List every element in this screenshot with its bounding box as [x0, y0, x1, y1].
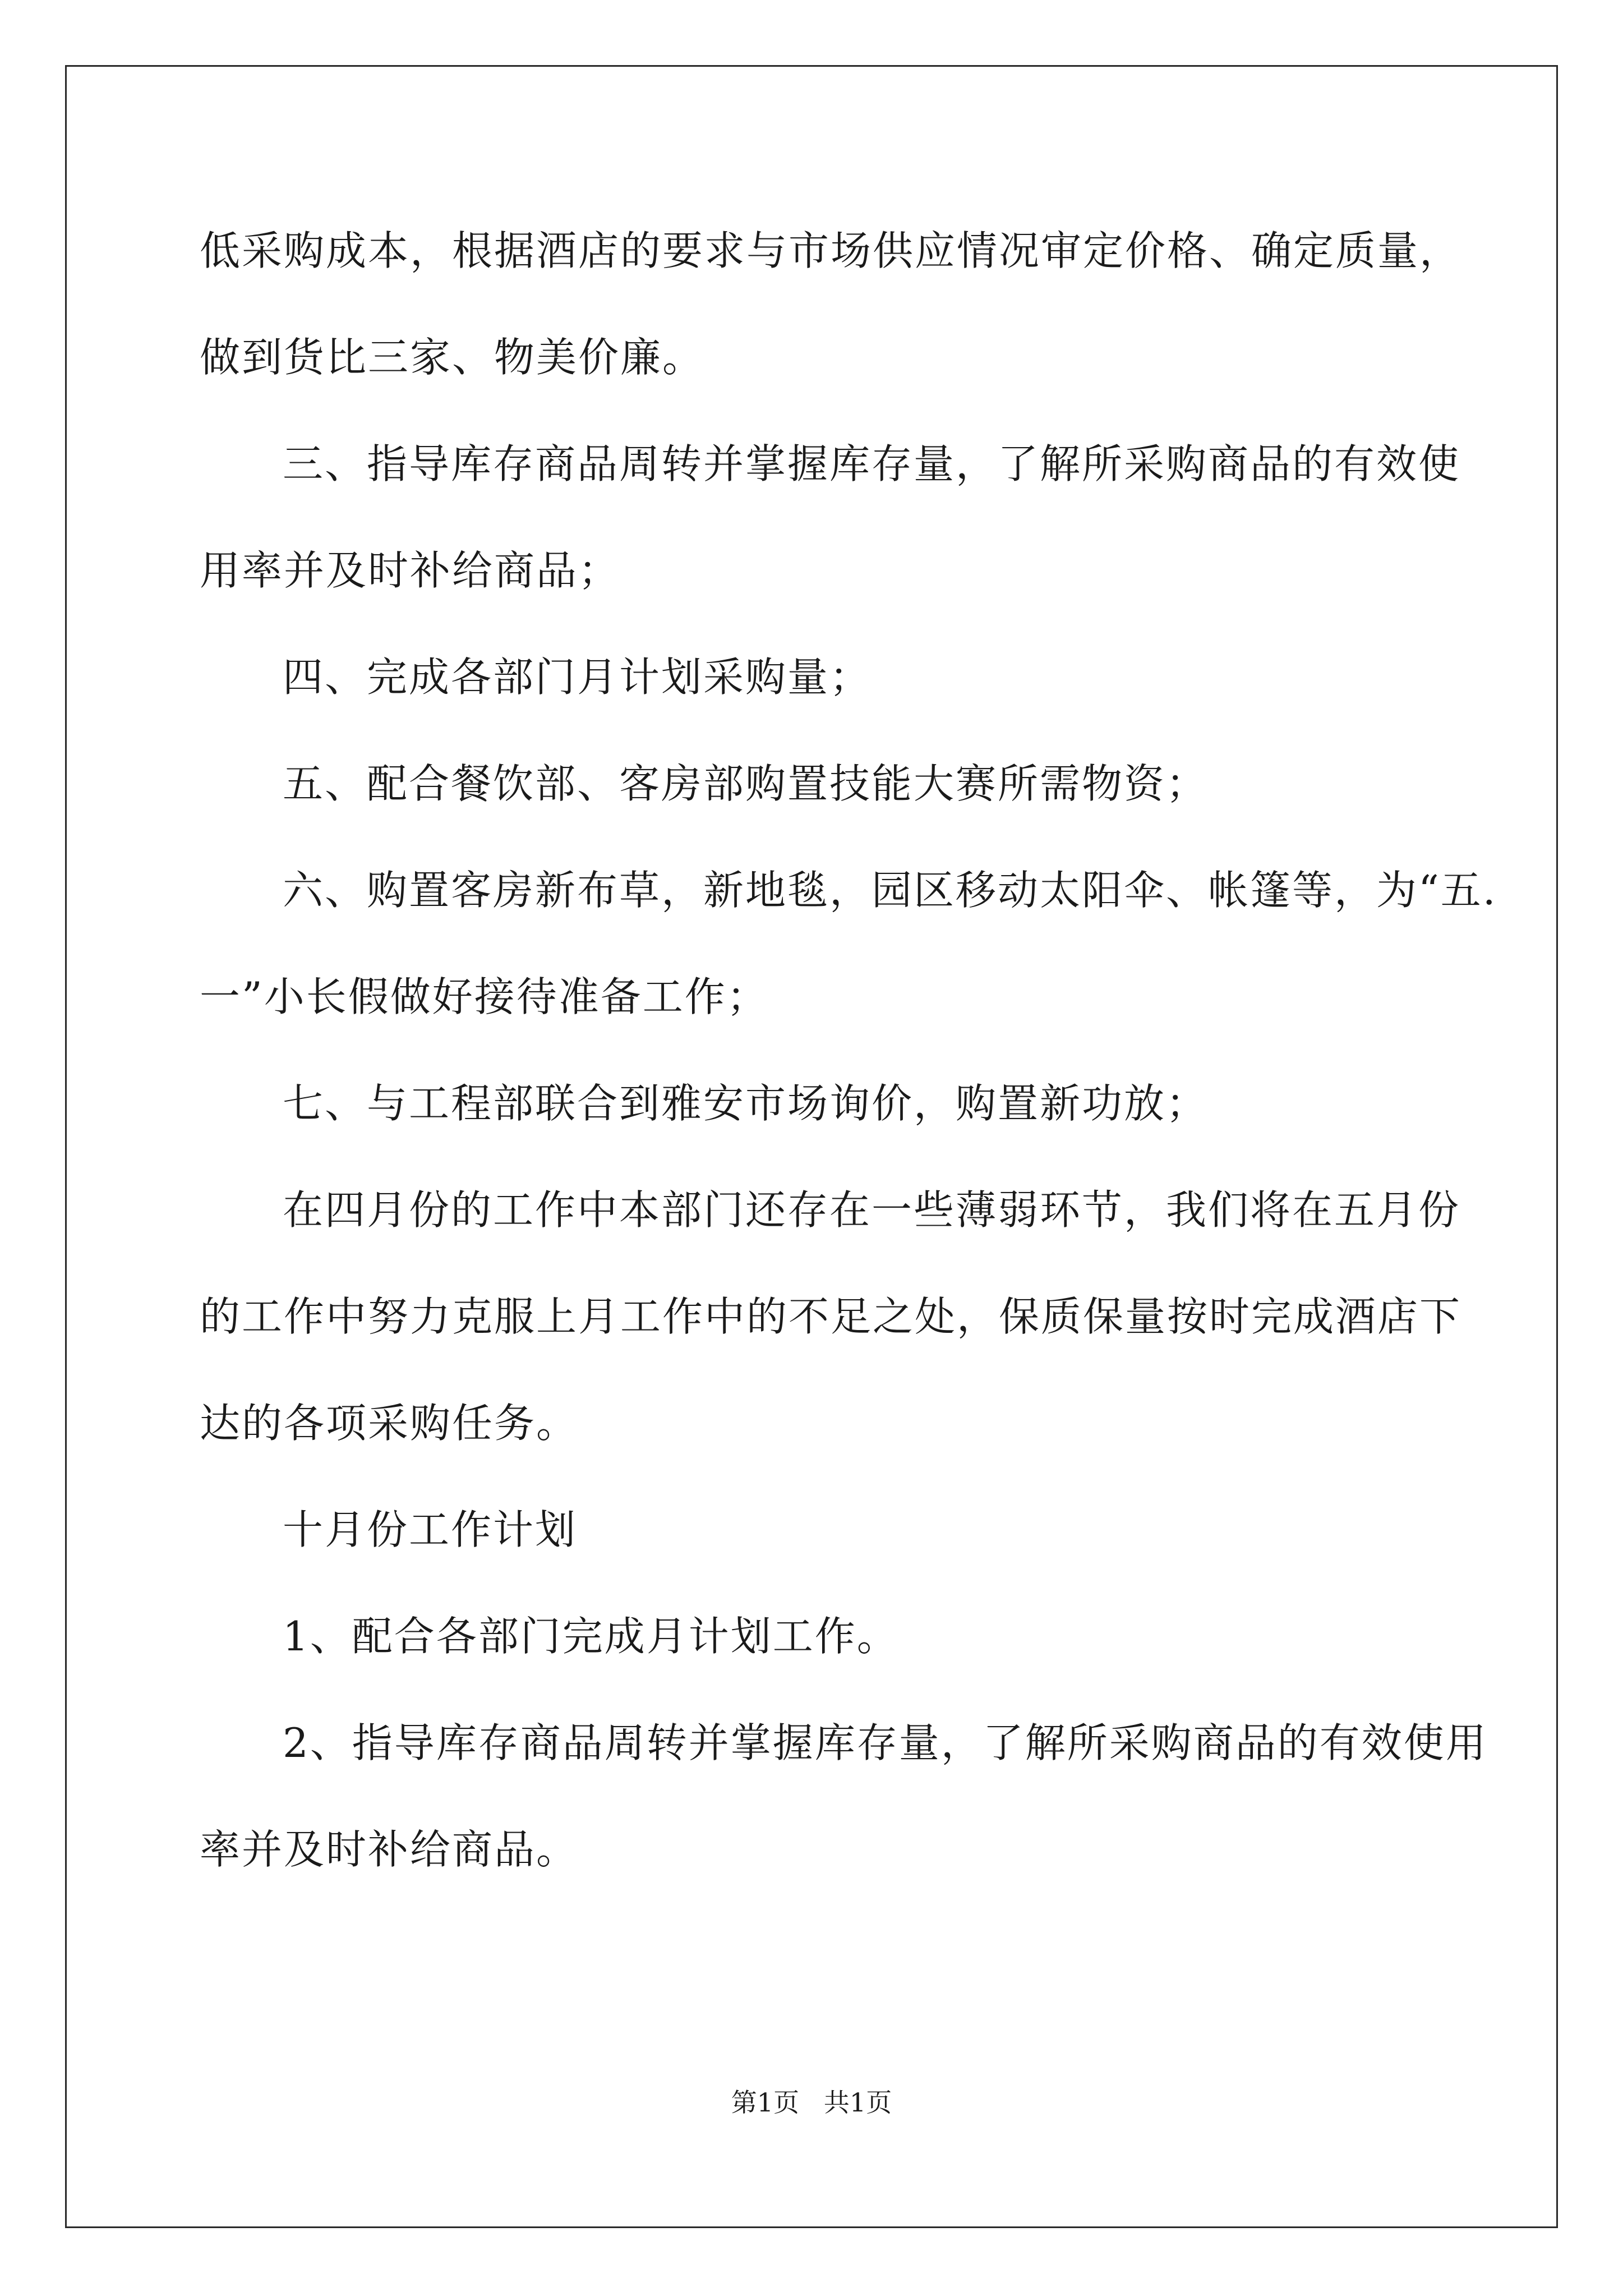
- text-line: 做到货比三家、物美价廉。: [200, 334, 705, 381]
- text-line: 达的各项采购任务。: [200, 1400, 579, 1447]
- text-line: 低采购成本，根据酒店的要求与市场供应情况审定价格、确定质量，: [200, 227, 1462, 274]
- text-line: 用率并及时补给商品；: [200, 547, 621, 594]
- summary-paragraph-start: 在四月份的工作中本部门还存在一些薄弱环节，我们将在五月份: [283, 1186, 1461, 1234]
- paragraph-5: 五、配合餐饮部、客房部购置技能大赛所需物资；: [283, 760, 1209, 807]
- paragraph-3-start: 三、指导库存商品周转并掌握库存量，了解所采购商品的有效使: [283, 440, 1461, 487]
- text-line: 一”小长假做好接待准备工作；: [200, 973, 769, 1020]
- text-line: 的工作中努力克服上月工作中的不足之处，保质保量按时完成酒店下: [200, 1293, 1462, 1340]
- plan-item-2-start: 2、指导库存商品周转并掌握库存量，了解所采购商品的有效使用: [283, 1719, 1488, 1766]
- paragraph-4: 四、完成各部门月计划采购量；: [283, 654, 872, 701]
- text-line: 率并及时补给商品。: [200, 1826, 579, 1873]
- document-body: [200, 197, 1497, 1903]
- page-number-footer: 第1页 共1页: [731, 2087, 892, 2118]
- paragraph-7: 七、与工程部联合到雅安市场询价，购置新功放；: [283, 1080, 1209, 1127]
- paragraph-6-start: 六、购置客房新布草，新地毯，园区移动太阳伞、帐篷等，为“五.: [283, 867, 1497, 914]
- plan-item-1: 1、配合各部门完成月计划工作。: [283, 1613, 899, 1660]
- section-heading: 十月份工作计划: [283, 1506, 578, 1553]
